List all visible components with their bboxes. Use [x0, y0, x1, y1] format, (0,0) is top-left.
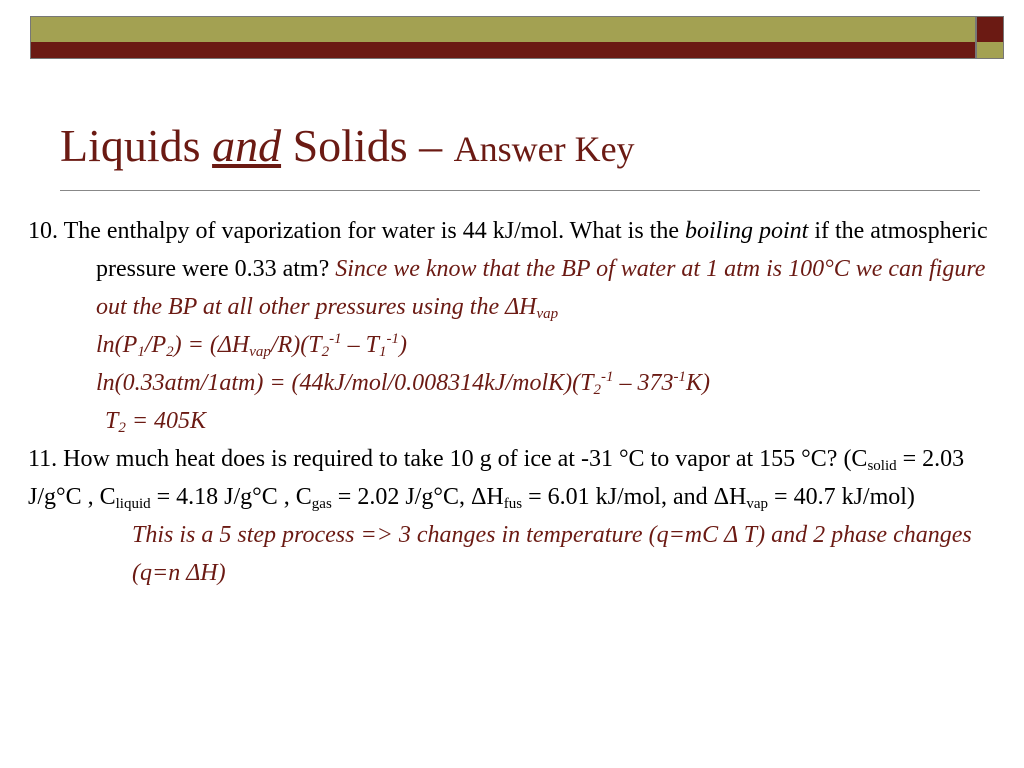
- equation-substituted: $\ln(0.33atm/1atm) = (44kJ/mol/0.008314kJ/molK)(T_2^{-1} - 373^{-1}K)$: [96, 369, 710, 398]
- header-strip: [30, 42, 976, 59]
- question-10: 10. The enthalpy of vaporization for water is 44 kJ/mol. What is the boiling point if the atmospheric pressure were 0.33 atm? Since we know that the BP of water at 1 atm is 100°C we can figure out the BP at all other pressures using the $\Delta H_{vap}$: [28, 218, 988, 322]
- slide-content: [28, 212, 988, 592]
- header-corner-square-bottom: [976, 42, 1004, 59]
- question-11: 11. How much heat does is required to take 10 g of ice at -31 °C to vapor at 155 °C? ($C_{solid} = 2.03$ J/g°C , $C_{liquid} = 4.18$ J/g°C , $C_{gas} = 2.02$ J/g°C, $\Delta H_{fus} = 6.01$ kJ/mol, and $\Delta H_{vap} = 40.7$ kJ/mol): [28, 446, 965, 512]
- slide-title: Liquids and Solids – Answer Key: [60, 120, 635, 171]
- answer-10-result: $T_2 = 405K$: [105, 408, 207, 436]
- title-divider: [60, 190, 980, 191]
- answer-10-intro: Since we know that the BP of water at 1 atm is 100°C we can figure out the BP at all other pressures using the $\Delta H_{vap}$: [96, 256, 986, 322]
- equation-clausius: $\ln(P_1/P_2) = (\Delta H_{vap}/R)(T_2^{-1} - T_1^{-1})$: [96, 331, 407, 360]
- answer-11: This is a 5 step process => 3 changes in temperature (q=mC Δ T) and 2 phase changes (q=n ΔH): [132, 522, 972, 586]
- header-corner-square-top: [976, 16, 1004, 44]
- header-bar: [30, 16, 976, 44]
- title-emphasis: and: [212, 120, 282, 171]
- title-subtitle: Answer Key: [453, 129, 635, 169]
